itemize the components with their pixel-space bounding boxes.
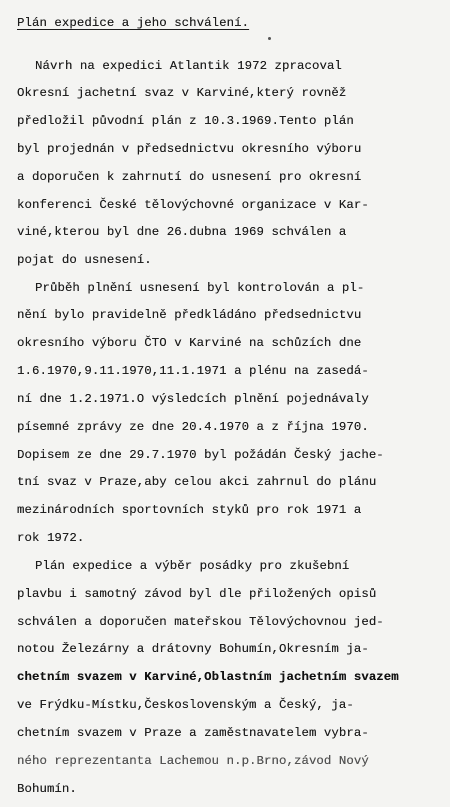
text-line-3: předložil původní plán z 10.3.1969.Tento plán (17, 114, 354, 128)
document-title: Plán expedice a jeho schválení. (17, 16, 250, 30)
text-line-20: plavbu i samotný závod byl dle přiložených opisů (17, 587, 377, 601)
ink-mark (268, 37, 271, 40)
text-line-16: tní svaz v Praze,aby celou akci zahrnul do plánu (17, 475, 377, 489)
text-line-22: notou Železárny a drátovny Bohumín,Okresním ja- (17, 642, 369, 656)
text-line-9: Průběh plnění usnesení byl kontrolován a pl- (35, 281, 365, 295)
text-line-4: byl projednán v předsednictvu okresního výboru (17, 142, 362, 156)
text-line-14: písemné zprávy ze dne 20.4.1970 a z října 1970. (17, 420, 369, 434)
text-line-13: ní dne 1.2.1971.O výsledcích plnění pojednávaly (17, 392, 369, 406)
text-line-17: mezinárodních sportovních styků pro rok 1971 a (17, 503, 362, 517)
text-line-23: chetním svazem v Karviné,Oblastním jachetním svazem (17, 670, 399, 684)
text-line-12: 1.6.1970,9.11.1970,11.1.1971 a plénu na zasedá- (17, 364, 369, 378)
text-line-27: Bohumín. (17, 782, 77, 796)
text-line-11: okresního výboru ČTO v Karviné na schůzích dne (17, 336, 362, 350)
text-line-18: rok 1972. (17, 531, 85, 545)
text-line-5: a doporučen k zahrnutí do usnesení pro okresní (17, 170, 362, 184)
text-line-19: Plán expedice a výběr posádky pro zkušební (35, 559, 350, 573)
text-line-24: ve Frýdku-Místku,Československým a Český, ja- (17, 698, 354, 712)
text-line-2: Okresní jachetní svaz v Karviné,který rovněž (17, 86, 347, 100)
text-line-8: pojat do usnesení. (17, 253, 152, 267)
text-line-7: viné,kterou byl dne 26.dubna 1969 schválen a (17, 225, 347, 239)
text-line-21: schválen a doporučen mateřskou Tělovýchovnou jed- (17, 615, 384, 629)
text-line-15: Dopisem ze dne 29.7.1970 byl požádán Český jache- (17, 448, 384, 462)
text-line-1: Návrh na expedici Atlantik 1972 zpracoval (35, 59, 342, 73)
text-line-10: nění bylo pravidelně předkládáno předsednictvu (17, 308, 362, 322)
text-line-6: konferenci České tělovýchovné organizace v Kar- (17, 198, 369, 212)
text-line-26: ného reprezentanta Lachemou n.p.Brno,závod Nový (17, 754, 369, 768)
text-line-25: chetním svazem v Praze a zaměstnavatelem vybra- (17, 726, 369, 740)
